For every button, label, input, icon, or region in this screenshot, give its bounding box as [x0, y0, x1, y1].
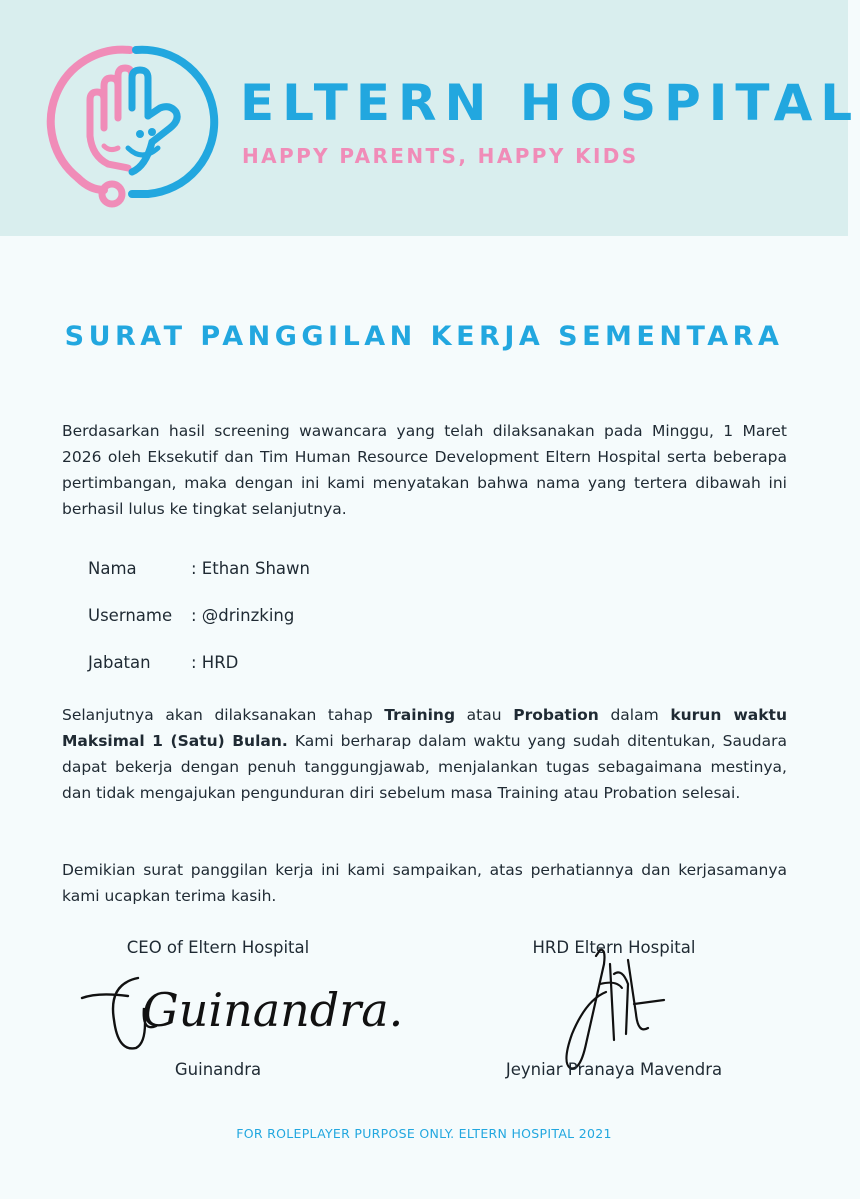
- ceo-signature: [78, 962, 404, 1062]
- intro-paragraph: Berdasarkan hasil screening wawancara yang telah dilaksanakan pada Minggu, 1 Maret 2026 oleh Eksekutif dan Tim Human Resource Development Eltern Hospital serta beberapa pertimbangan, maka dengan ini kami menyatakan bahwa nama yang tertera dibawah ini berhasil lulus ke tingkat selanjutnya.: [62, 422, 787, 518]
- body-bold: Probation: [513, 706, 599, 724]
- field-label: Username: [88, 606, 173, 625]
- body-text: Selanjutnya akan dilaksanakan tahap: [62, 706, 385, 724]
- closing-paragraph: Demikian surat panggilan kerja ini kami sampaikan, atas perhatiannya dan kerjasamanya kami ucapkan terima kasih.: [62, 861, 787, 905]
- body-paragraph: [62, 702, 787, 806]
- field-value: : HRD: [191, 653, 239, 672]
- body-bold: Training: [384, 706, 456, 724]
- field-nama: [88, 559, 310, 578]
- hospital-name: ELTERN HOSPITAL: [240, 74, 860, 132]
- hrd-name: Jeyniar Pranaya Mavendra: [505, 1060, 723, 1079]
- field-username: [88, 606, 294, 625]
- body-text: Kami berharap dalam waktu yang sudah ditentukan, Saudara dapat bekerja dengan penuh tanggungjawab, menjalankan tugas sebagaimana mestinya, dan tidak mengajukan pengunduran diri sebelum masa Training atau Probation selesai.: [62, 732, 787, 802]
- field-jabatan: [88, 653, 238, 672]
- letterhead: [0, 0, 860, 236]
- ceo-title: CEO of Eltern Hospital: [126, 938, 310, 957]
- body-text: atau: [455, 706, 514, 724]
- field-value: : @drinzking: [191, 606, 295, 625]
- hrd-title: HRD Eltern Hospital: [532, 938, 696, 957]
- hospital-tagline: HAPPY PARENTS, HAPPY KIDS: [242, 144, 639, 168]
- letter-title: SURAT PANGGILAN KERJA SEMENTARA: [64, 321, 784, 352]
- field-label: Nama: [88, 559, 137, 578]
- body-bold: kurun waktu Maksimal 1 (Satu) Bulan.: [62, 706, 787, 750]
- field-label: Jabatan: [88, 653, 151, 672]
- field-value: : Ethan Shawn: [191, 559, 310, 578]
- ceo-name: Guinandra: [174, 1060, 262, 1079]
- footer-note: FOR ROLEPLAYER PURPOSE ONLY. ELTERN HOSPITAL 2021: [236, 1126, 612, 1141]
- ceo-signature-text: Guinandra.: [142, 983, 404, 1037]
- body-text: dalam: [598, 706, 671, 724]
- hand-smile-stethoscope-icon: [48, 38, 218, 213]
